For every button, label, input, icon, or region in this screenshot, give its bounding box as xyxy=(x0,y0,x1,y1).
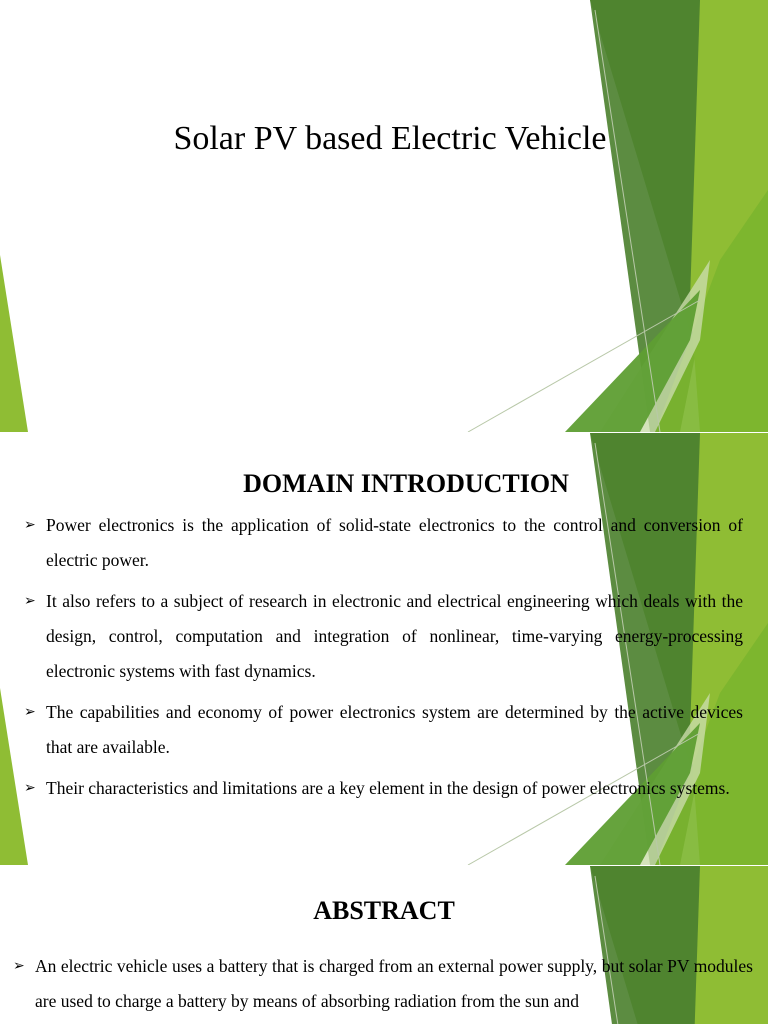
bullet-text: It also refers to a subject of research in electronic and electrical engineering which deals with the design, control, computation and integration of nonlinear, time-varying energy-processing electronic systems with fast dynamics. xyxy=(46,591,743,681)
arrowhead-bullet-icon: ➢ xyxy=(24,780,36,796)
bullet-item xyxy=(13,949,753,1019)
arrowhead-bullet-icon: ➢ xyxy=(24,517,36,533)
bullet-item xyxy=(24,508,743,578)
slide-heading: DOMAIN INTRODUCTION xyxy=(243,469,569,498)
bullet-text: The capabilities and economy of power electronics system are determined by the active devices that are available. xyxy=(46,702,743,757)
bullet-item xyxy=(24,695,743,765)
bullet-list xyxy=(13,949,753,1024)
arrowhead-bullet-icon: ➢ xyxy=(24,704,36,720)
bullet-text: An electric vehicle uses a battery that is charged from an external power supply, but solar PV modules are used to charge a battery by means of absorbing radiation from the sun and xyxy=(35,956,753,1011)
bullet-item xyxy=(24,771,743,806)
slide-heading: ABSTRACT xyxy=(313,896,455,925)
bullet-item xyxy=(24,584,743,689)
arrowhead-bullet-icon: ➢ xyxy=(24,593,36,609)
slide-domain-introduction xyxy=(0,433,768,865)
green-facet-decoration xyxy=(0,0,768,432)
slide-title xyxy=(0,0,768,432)
bullet-text: Their characteristics and limitations are a key element in the design of power electronics systems. xyxy=(46,778,730,798)
bullet-list xyxy=(24,508,743,812)
slide-abstract xyxy=(0,866,768,1024)
arrowhead-bullet-icon: ➢ xyxy=(13,958,25,974)
bullet-text: Power electronics is the application of solid-state electronics to the control and conversion of electric power. xyxy=(46,515,743,570)
presentation-title: Solar PV based Electric Vehicle xyxy=(173,120,607,157)
